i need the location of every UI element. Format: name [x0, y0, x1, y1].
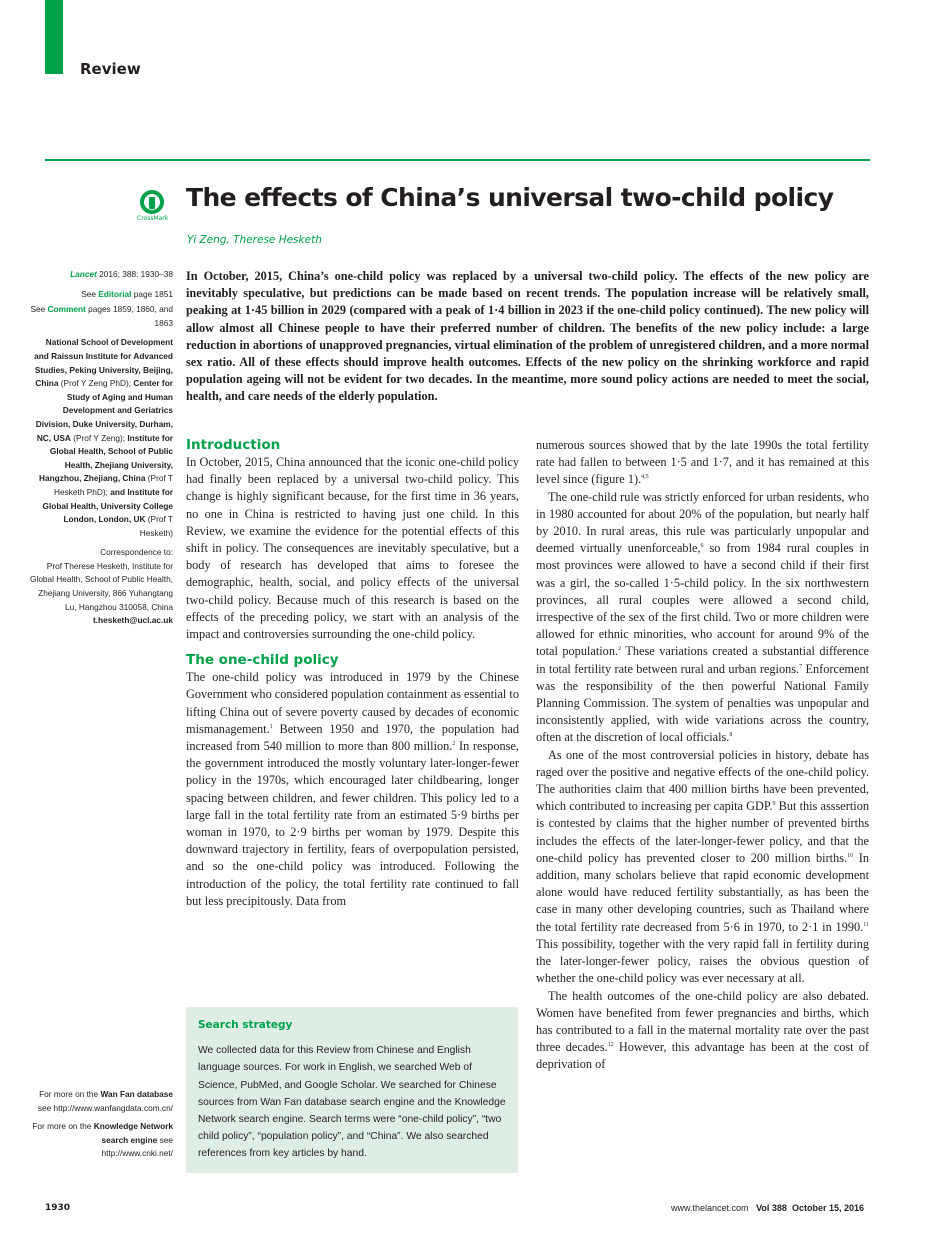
- citation-details: 2016; 388: 1930–38: [96, 269, 173, 279]
- header-divider: [45, 159, 870, 161]
- paragraph-one-child-policy: The one-child policy was introduced in 1979 by the Chinese Government who considered population containment as essential to lifting China out of severe poverty caused by decades of economic mismanagement.$^1$ Between 1950 and 1970, the population had increased from 540 million to more than 800 million.$^2$ In response, the government introduced the mostly voluntary later-longer-fewer policy in the 1970s, which encouraged later childbearing, longer spacing between children, and fewer children. This policy led to a large fall in the total fertility rate from an estimated 5·9 births per woman in 1970, to 2·9 births per woman by 1979. Despite this downward trajectory in fertility, fears of overpopulation persisted, and so the one-child policy was introduced. Following the introduction of the policy, the total fertility rate continued to fall but less precipitously. Data from: [186, 670, 519, 908]
- knowledge-network-link[interactable]: see http://www.cnki.net/: [101, 1134, 173, 1159]
- footer-citation: [671, 1203, 864, 1213]
- correspondence: [30, 546, 173, 628]
- editorial-link[interactable]: Editorial: [98, 288, 132, 299]
- paragraph-fertility-rate: numerous sources showed that by the late 1990s the total fertility rate had fallen to between 1·5 and 1·7, and it has remained at this level since (figure 1).$^{4,5}$: [536, 438, 869, 487]
- footer-date: October 15, 2016: [791, 1203, 864, 1213]
- see-comment: See Comment pages 1859, 1860, and 1863: [30, 304, 173, 328]
- article-title: The effects of China’s universal two-child policy: [186, 183, 834, 212]
- paragraph-enforcement: The one-child rule was strictly enforced for urban residents, who in 1980 accounted for about 20% of the population, but nearly half by 2010. In rural areas, this rule was particularly unpopular and deemed virtually unenforceable,$^6$ so from 1984 rural couples in most provinces were allowed to have a second child if their first was a girl, the so-called 1·5-child policy. In the six northwestern provinces, all rural couples were allowed a second child, irrespective of the sex of the first child. Two or more children were allowed for ethnic minorities, who account for around 9% of the total population.$^2$ These variations created a substantial difference in total fertility rate between rural and urban regions.$^7$ Enforcement was the responsibility of the then powerful National Family Planning Commission. The system of penalties was unpopular and inconsistently applied, with wide variations across the country, often at the discretion of local officials.$^8$: [536, 489, 870, 745]
- heading-introduction: Introduction: [186, 437, 281, 453]
- heading-one-child-policy: The one-child policy: [186, 652, 339, 669]
- paragraph-introduction: In October, 2015, China announced that the iconic one-child policy had finally been replaced by a universal two-child policy. This change is highly significant because, for the first time in 36 years, no one in China is restricted to having just one child. In this Review, we examine the evidence for the potential effects of this shift in policy. The consequences are inevitably speculative, but a body of research has developed that aims to foresee the demographic, health, social, and policy effects of the universal two-child policy. Because much of this research is based on the effects of the preceding policy, we start with an analysis of the impact and controversies surrounding the one-child policy.: [186, 455, 519, 642]
- affiliations: National School of Development and Raissun Institute for Advanced Studies, Peking University, Beijing, China (Prof Y Zeng PhD); Center for Study of Aging and Human Development and Geriatrics Division, Duke University, Durham, NC, USA (Prof Y Zeng); Institute for Global Health, School of Public Health, Zhejiang University, Hangzhou, Zhejiang, China (Prof T Hesketh PhD); and Institute for Global Health, University College London, London, UK (Prof T Hesketh): [34, 337, 173, 538]
- citation: [30, 268, 173, 282]
- resource-links-sidebar: [30, 1088, 173, 1166]
- wanfan-link[interactable]: see http://www.wanfangdata.com.cn/: [37, 1102, 173, 1113]
- article-sidebar: [30, 268, 173, 634]
- search-strategy-text: We collected data for this Review from Chinese and English language sources. For work in English, we searched Web of Science, PubMed, and Google Scholar. We searched for Chinese sources from Wan Fan database search engine and the Knowledge Network search engine. Search terms were “one-child policy”, “two child policy”, “population policy”, and “China”. We also searched references from key articles by hand.: [198, 1045, 506, 1160]
- journal-color-bar: [45, 0, 63, 74]
- search-strategy-panel: [186, 1007, 518, 1173]
- search-strategy-heading: Search strategy: [198, 1019, 293, 1031]
- correspondence-email[interactable]: t.hesketh@ucl.ac.uk: [92, 615, 173, 626]
- crossmark-icon[interactable]: [137, 190, 175, 226]
- body-column-left: [186, 437, 519, 910]
- crossmark-circle-icon: [140, 190, 164, 214]
- paragraph-controversy: As one of the most controversial policies in history, debate has raged over the positive and negative effects of the one-child policy. The authorities claim that 400 million births have been prevented, which contributed to increasing per capita GDP.$^9$ But this asssertion is contested by claims that the higher number of prevented births includes the effects of the later-longer-fewer policy, and that the one-child policy has prevented closer to 200 million births.$^{10}$ In addition, many scholars believe that rapid economic development alone would have reduced fertility substantially, as has been the case in many other developing countries, such as Thailand where the total fertility rate decreased from 5·6 in 1970, to 2·1 in 1990.11 This possibility, together with the very rapid fall in fertility during the later-longer-fewer policy, raises the obvious question of whether the one-child policy was ever necessary at all.: [536, 747, 869, 986]
- author-list: Yi Zeng, Therese Hesketh: [187, 234, 322, 246]
- comment-link[interactable]: Comment: [47, 304, 86, 315]
- knowledge-network-note: For more on the Knowledge Network search engine see http://www.cnki.net/: [32, 1121, 173, 1159]
- body-column-right: [536, 437, 869, 1074]
- section-label: Review: [80, 60, 141, 78]
- see-editorial: See Editorial page 1851: [81, 288, 173, 299]
- crossmark-label: CrossMark: [137, 215, 169, 222]
- wanfan-note: For more on the Wan Fan database see http://www.wanfangdata.com.cn/: [37, 1089, 173, 1113]
- correspondence-label: Correspondence to:: [100, 547, 173, 558]
- citation-journal: Lancet: [70, 269, 97, 279]
- abstract: In October, 2015, China’s one-child policy was replaced by a universal two-child policy. The effects of the new policy are inevitably speculative, but predictions can be made based on recent trends. The population increase will be relatively small, peaking at 1·45 billion in 2029 (compared with a peak of 1·4 billion in 2023 if the one-child policy continued). The new policy will allow almost all Chinese people to have their preferred number of children. The benefits of the new policy include: a large reduction in abortions of unapproved pregnancies, virtual elimination of the problem of unregistered children, and a more normal sex ratio. All of these effects should improve health outcomes. Effects of the new policy on the shrinking workforce and rapid population ageing will not be evident for two decades. In the meantime, more sound policy actions are needed to meet the social, health, and care needs of the elderly population.: [186, 269, 869, 404]
- footer-volume: Vol 388: [756, 1203, 787, 1213]
- paragraph-health-outcomes: The health outcomes of the one-child policy are also debated. Women have benefited from fewer pregnancies and births, which has contributed to a fall in the maternal mortality rate over the past three decades.$^{12}$ However, this advantage has been at the cost of deprivation of: [536, 988, 870, 1072]
- correspondence-address: Prof Therese Hesketh, Institute for Global Health, School of Public Health, Zhejiang University, 866 Yuhangtang Lu, Hangzhou 310058, China: [30, 560, 173, 612]
- page-number: 1930: [45, 1203, 71, 1213]
- footer-site-link[interactable]: www.thelancet.com: [671, 1203, 749, 1213]
